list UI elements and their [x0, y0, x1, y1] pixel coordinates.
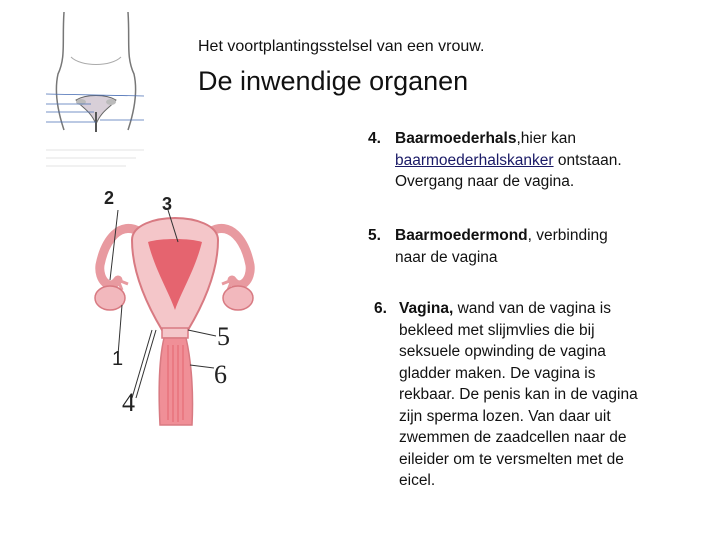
diagram-label-3: 3	[162, 194, 173, 214]
cervical-cancer-link[interactable]: baarmoederhalskanker	[395, 151, 554, 169]
diagram-label-5: 5	[217, 322, 230, 351]
item-text: rekbaar. De penis kan in de vagina	[399, 386, 638, 403]
slide-subtitle: Het voortplantingsstelsel van een vrouw.	[198, 38, 485, 55]
item-text: , verbinding	[527, 227, 608, 244]
diagram-label-6: 6	[214, 360, 227, 389]
item-text: naar de vagina	[395, 248, 498, 266]
item-text: bekleed met slijmvlies die bij	[399, 321, 595, 339]
body-outline-diagram	[36, 12, 156, 182]
item-number: 4.	[368, 130, 381, 147]
slide-title: De inwendige organen	[198, 66, 469, 96]
item-text: gladder maken. De vagina is	[399, 364, 596, 382]
item-term: Baarmoederhals	[395, 130, 517, 147]
item-text: eileider om te versmelten met de	[399, 450, 624, 468]
item-number: 6.	[374, 300, 387, 317]
list-item	[368, 128, 708, 198]
diagram-label-1: 1	[112, 348, 124, 370]
item-text: seksuele opwinding de vagina	[399, 343, 606, 360]
item-number: 5.	[368, 227, 381, 244]
item-text: wand van de vagina is	[453, 300, 611, 317]
item-text: zwemmen de zaadcellen naar de	[399, 429, 627, 446]
list-item	[368, 225, 708, 270]
list-item	[374, 298, 714, 498]
diagram-label-2: 2	[104, 188, 115, 208]
item-term: Baarmoedermond	[395, 227, 528, 244]
item-text: eicel.	[399, 472, 436, 489]
item-text: zijn sperma lozen. Van daar uit	[399, 407, 611, 425]
item-text: ontstaan.	[553, 151, 622, 169]
diagram-label-4: 4	[122, 388, 135, 417]
uterus-diagram	[60, 180, 280, 430]
item-text: Overgang naar de vagina.	[395, 173, 575, 190]
item-term: Vagina,	[399, 300, 454, 317]
item-text: ,hier kan	[516, 130, 576, 147]
